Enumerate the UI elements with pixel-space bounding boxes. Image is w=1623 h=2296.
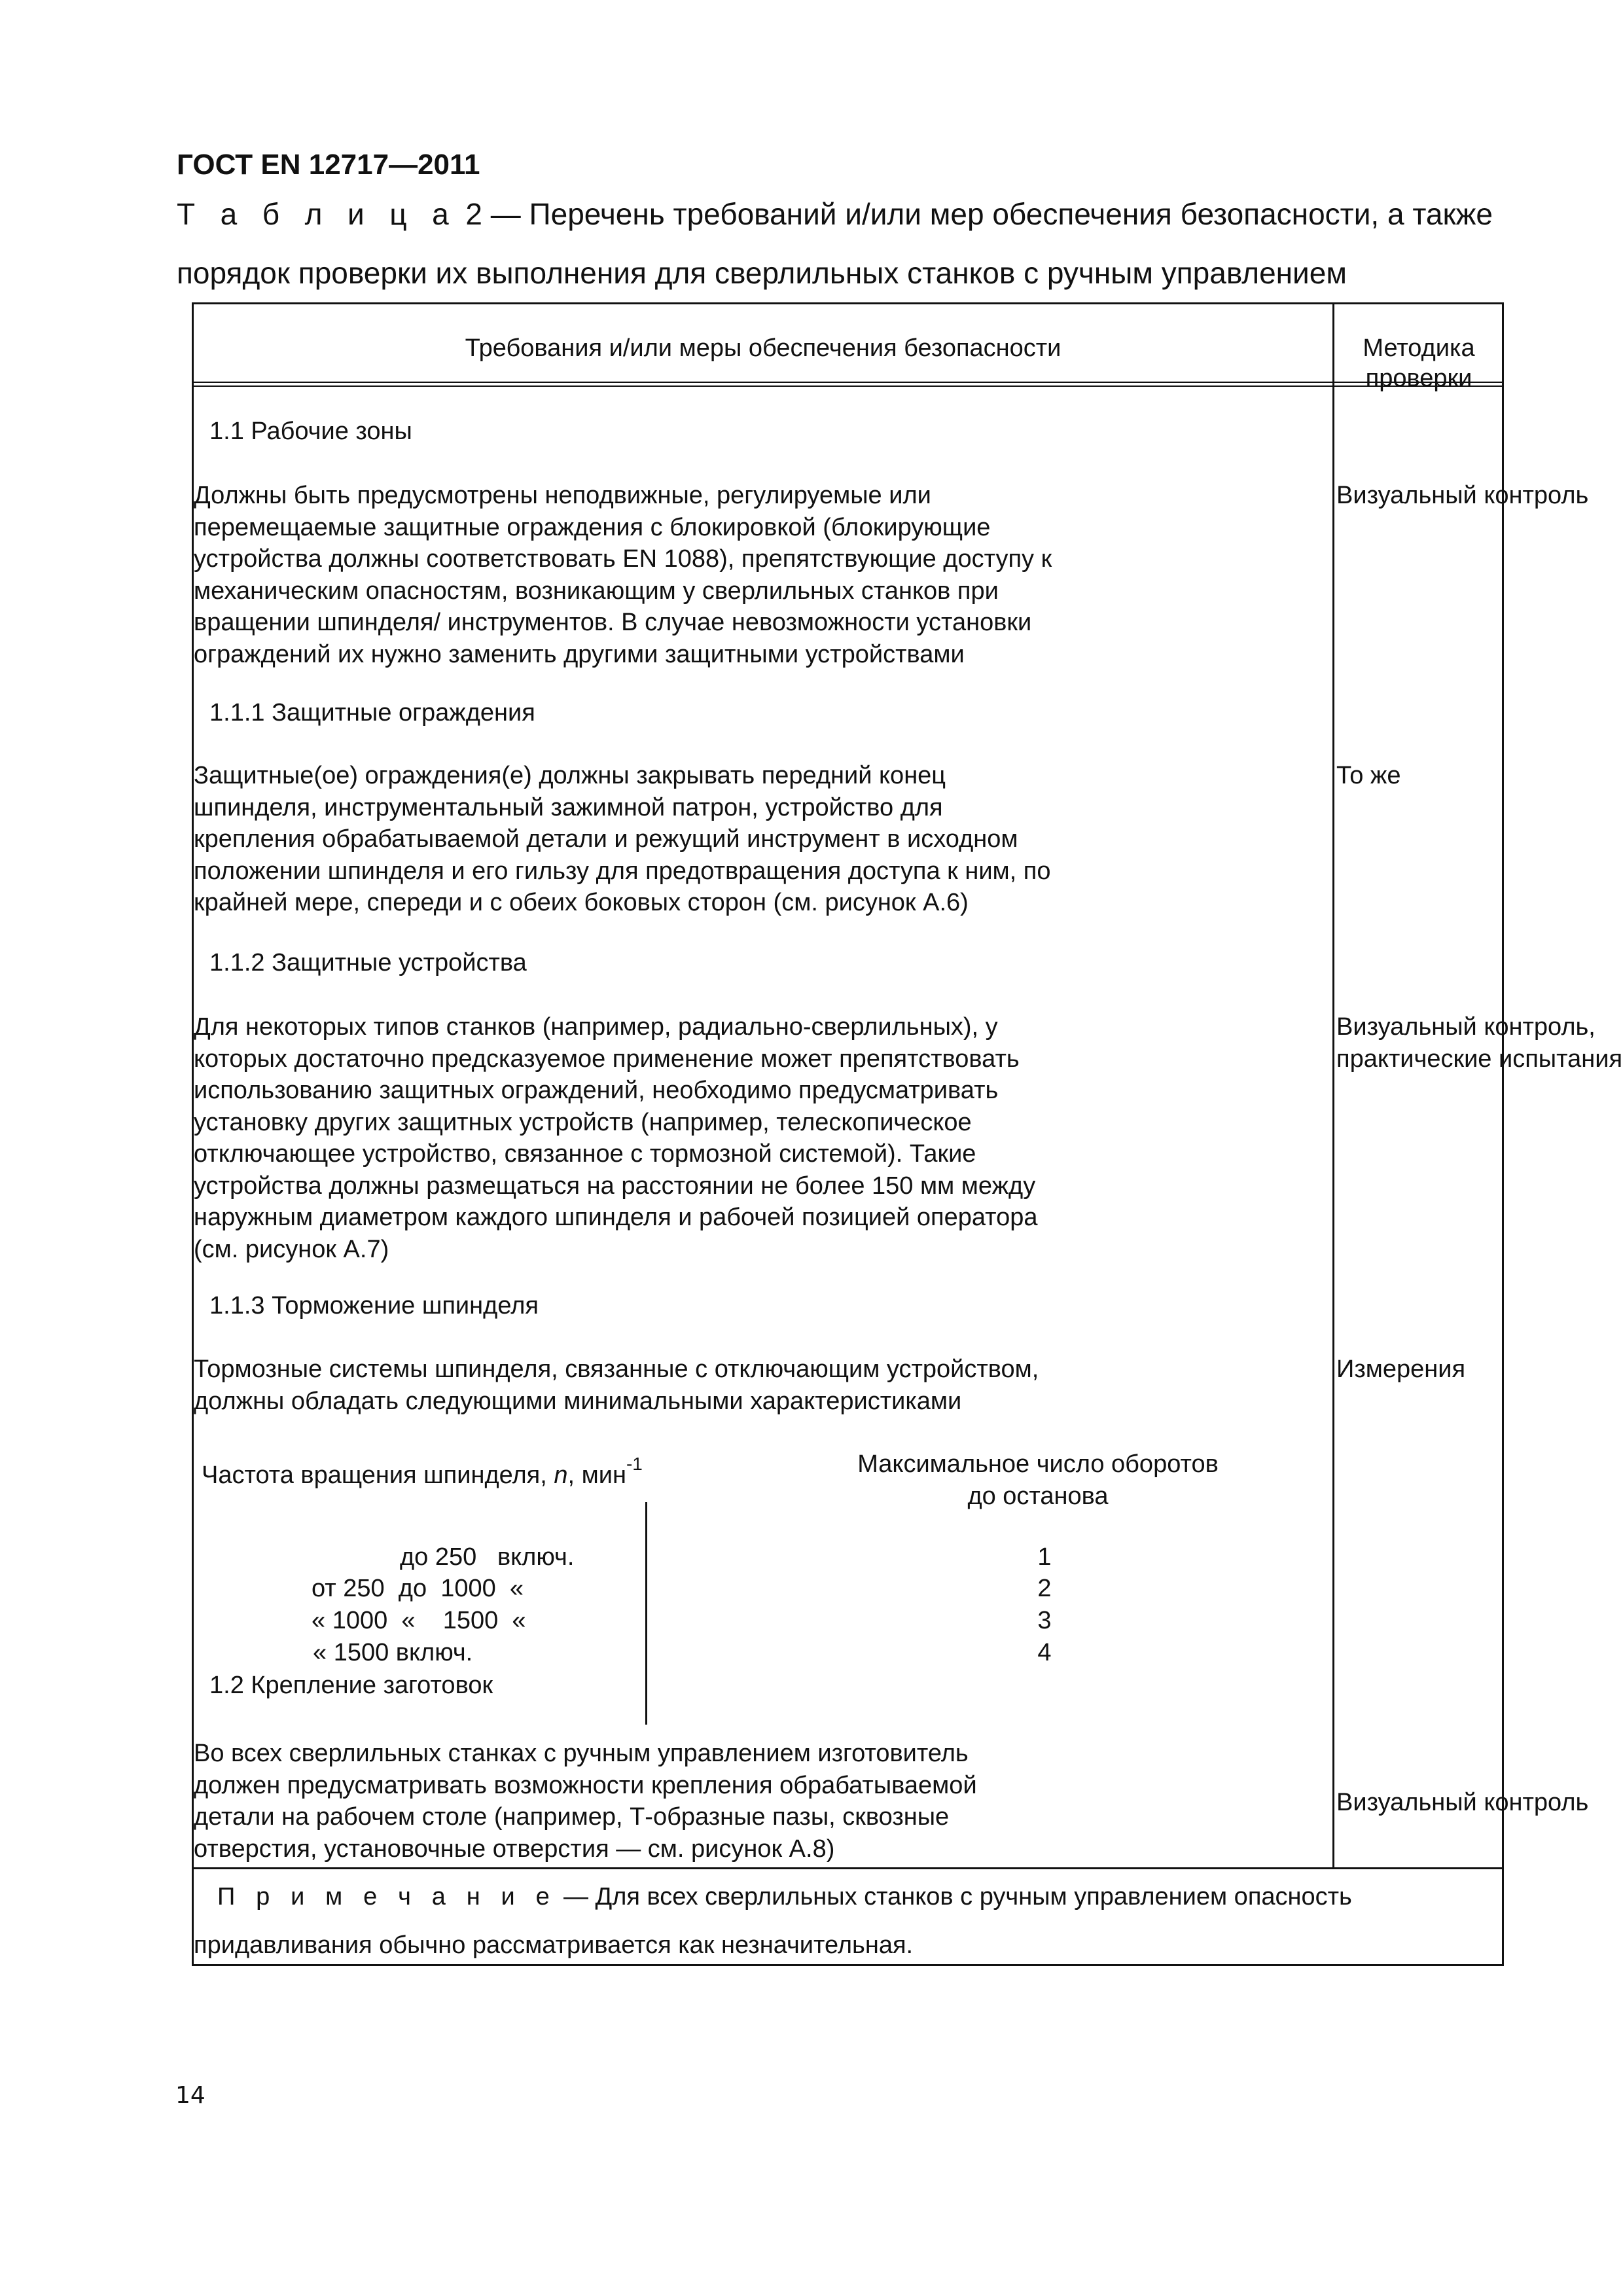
brake-speed-unit: , мин [567, 1462, 626, 1489]
text-line: устройства должны соответствовать EN 1088), препятствующие доступу к [194, 545, 1052, 573]
text-line: Для некоторых типов станков (например, радиально-сверлильных), у [194, 1013, 998, 1041]
table-title-line-1: 2 — Перечень требований и/или мер обеспечения безопасности, а также [465, 197, 1493, 231]
brake-turns-value: 4 [1037, 1639, 1052, 1666]
note-line-1 [194, 1873, 1352, 1921]
method-cell [1336, 1011, 1622, 1075]
brake-speed-value: до 250 включ. [400, 1543, 575, 1571]
note-label: П р и м е ч а н и е [217, 1883, 557, 1910]
section-text [194, 1354, 1039, 1417]
text-line: положении шпинделя и его гильзу для предотвращения доступа к ним, по [194, 857, 1051, 885]
table-word: Т а б л и ц а [177, 197, 457, 231]
brake-turns-value: 3 [1037, 1607, 1052, 1634]
text-line: до останова [967, 1482, 1109, 1510]
method-cell: То же [1336, 762, 1401, 789]
brake-speed-exponent: -1 [626, 1454, 643, 1474]
table-caption-line-1 [177, 185, 1518, 243]
brake-speed-value: « 1000 « 1500 « [312, 1607, 526, 1634]
text-line: наружным диаметром каждого шпинделя и рабочей позицией оператора [194, 1204, 1038, 1231]
brake-speed-header [202, 1448, 643, 1492]
requirements-table [192, 302, 1623, 1966]
text-line: Во всех сверлильных станках с ручным управлением изготовитель [194, 1740, 969, 1767]
section-heading: 1.1.1 Защитные ограждения [209, 699, 535, 726]
header-double-rule [194, 382, 1502, 387]
brake-speed-variable: n [554, 1462, 568, 1489]
text-line: Должны быть предусмотрены неподвижные, регулируемые или [194, 482, 931, 509]
text-line: отверстия, установочные отверстия — см. рисунок А.8) [194, 1835, 835, 1863]
method-cell: Визуальный контроль [1336, 482, 1589, 509]
text-line: Максимальное число оборотов [857, 1450, 1219, 1478]
text-line: крайней мере, спереди и с обеих боковых сторон (см. рисунок А.6) [194, 889, 969, 916]
brake-speed-value: « 1500 включ. [313, 1639, 473, 1666]
note-text-line-2: придавливания обычно рассматривается как незначительная. [194, 1931, 914, 1959]
text-line: которых достаточно предсказуемое применение может препятствовать [194, 1045, 1020, 1073]
text-line: детали на рабочем столе (например, Т-образные пазы, сквозные [194, 1803, 950, 1831]
brake-inner-divider [645, 1502, 647, 1725]
text-line: использованию защитных ограждений, необходимо предусматривать [194, 1077, 999, 1104]
text-line: перемещаемые защитные ограждения с блокировкой (блокирующие [194, 513, 991, 541]
brake-turns-header [743, 1448, 1332, 1512]
text-line: шпинделя, инструментальный зажимной патрон, устройство для [194, 793, 943, 821]
section-heading: 1.1.3 Торможение шпинделя [209, 1292, 539, 1319]
table-caption [177, 185, 1518, 302]
section-text [194, 1738, 977, 1865]
note-rule [194, 1867, 1502, 1869]
section-text [194, 1011, 1038, 1265]
text-line: должен предусматривать возможности крепления обрабатываемой [194, 1771, 977, 1799]
section-text [194, 760, 1051, 919]
column-header-requirements: Требования и/или меры обеспечения безопасности [465, 334, 1061, 362]
text-line: установку других защитных устройств (например, телескопическое [194, 1108, 972, 1136]
section-heading: 1.1.2 Защитные устройства [209, 949, 527, 977]
text-line: должны обладать следующими минимальными характеристиками [194, 1387, 962, 1415]
text-line: Защитные(ое) ограждения(е) должны закрывать передний конец [194, 762, 946, 789]
table-title-line-2: порядок проверки их выполнения для сверлильных станков с ручным управлением [177, 256, 1347, 290]
text-line: практические испытания [1336, 1045, 1623, 1073]
text-line: Визуальный контроль, [1336, 1013, 1596, 1041]
text-line: вращении шпинделя/ инструментов. В случае невозможности установки [194, 609, 1032, 636]
brake-turns-value: 1 [1037, 1543, 1052, 1571]
column-divider [1332, 304, 1334, 1867]
method-cell: Визуальный контроль [1336, 1789, 1589, 1816]
text-line: устройства должны размещаться на расстоянии не более 150 мм между [194, 1172, 1036, 1200]
section-text [194, 480, 1052, 670]
text-line: механическим опасностям, возникающим у сверлильных станков при [194, 577, 999, 605]
text-line: ограждений их нужно заменить другими защитными устройствами [194, 640, 965, 668]
note-text-line-1: — Для всех сверлильных станков с ручным управлением опасность [556, 1883, 1352, 1910]
table-note [194, 1873, 1352, 1969]
section-heading: 1.2 Крепление заготовок [209, 1672, 493, 1699]
text-line: Тормозные системы шпинделя, связанные с отключающим устройством, [194, 1355, 1039, 1383]
section-heading: 1.1 Рабочие зоны [209, 418, 412, 445]
brake-turns-value: 2 [1037, 1575, 1052, 1602]
brake-speed-value: от 250 до 1000 « [312, 1575, 524, 1602]
text-line: отключающее устройство, связанное с тормозной системой). Такие [194, 1140, 976, 1168]
page-number: 14 [175, 2082, 205, 2109]
text-line: крепления обрабатываемой детали и режущий инструмент в исходном [194, 825, 1018, 853]
text-line: (см. рисунок А.7) [194, 1235, 389, 1263]
column-header-method: Методика проверки [1363, 334, 1475, 392]
document-code: ГОСТ EN 12717—2011 [177, 149, 480, 181]
brake-speed-label: Частота вращения шпинделя, [202, 1462, 554, 1489]
method-cell: Измерения [1336, 1355, 1466, 1383]
